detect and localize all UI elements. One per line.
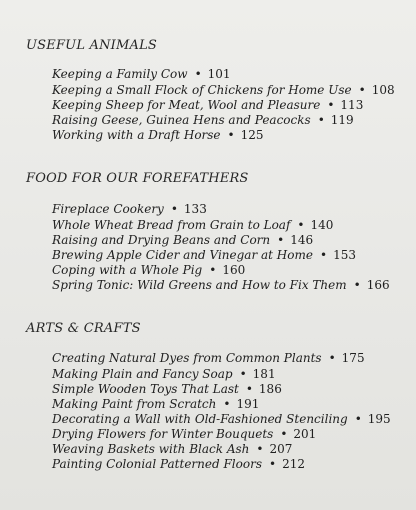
entry-title: Making Plain and Fancy Soap bbox=[52, 367, 233, 381]
entry-page: 201 bbox=[293, 427, 317, 441]
toc-entry bbox=[52, 66, 231, 82]
entry-page: 108 bbox=[371, 83, 395, 97]
toc-entry bbox=[52, 441, 292, 457]
toc-entry bbox=[52, 456, 305, 472]
separator-dot: • bbox=[328, 351, 336, 365]
toc-entry bbox=[52, 366, 276, 382]
toc-entry bbox=[52, 112, 354, 128]
toc-entry bbox=[52, 411, 391, 427]
separator-dot: • bbox=[353, 278, 361, 292]
toc-entry bbox=[52, 232, 313, 248]
entry-title: Coping with a Whole Pig bbox=[52, 263, 203, 277]
entry-title: Raising Geese, Guinea Hens and Peacocks bbox=[52, 113, 311, 127]
entry-page: 153 bbox=[333, 248, 356, 262]
separator-dot: • bbox=[170, 202, 178, 216]
entry-title: Simple Wooden Toys That Last bbox=[52, 382, 239, 396]
toc-entry bbox=[52, 82, 395, 98]
toc-entry bbox=[52, 262, 245, 278]
separator-dot: • bbox=[297, 218, 305, 232]
separator-dot: • bbox=[354, 412, 362, 426]
entry-page: 140 bbox=[310, 218, 334, 232]
entry-page: 113 bbox=[340, 98, 364, 112]
separator-dot: • bbox=[194, 67, 202, 81]
entry-page: 125 bbox=[240, 128, 264, 142]
entry-title: Whole Wheat Bread from Grain to Loaf bbox=[52, 218, 291, 232]
entry-page: 166 bbox=[366, 278, 390, 292]
entry-page: 191 bbox=[236, 397, 260, 411]
entry-title: Fireplace Cookery bbox=[52, 202, 164, 216]
separator-dot: • bbox=[358, 83, 366, 97]
separator-dot: • bbox=[227, 128, 235, 142]
entry-title: Keeping a Family Cow bbox=[52, 67, 188, 81]
toc-entry bbox=[52, 247, 356, 263]
toc-entry bbox=[52, 217, 333, 233]
entry-page: 133 bbox=[183, 202, 207, 216]
toc-entry bbox=[52, 97, 363, 113]
entry-title: Decorating a Wall with Old-Fashioned Stenciling bbox=[52, 412, 348, 426]
entry-title: Raising and Drying Beans and Corn bbox=[52, 233, 271, 247]
toc-entry bbox=[52, 426, 316, 442]
separator-dot: • bbox=[277, 233, 285, 247]
entry-title: Keeping a Small Flock of Chickens for Home Use bbox=[52, 83, 352, 97]
toc-entry bbox=[52, 350, 365, 366]
separator-dot: • bbox=[239, 367, 247, 381]
entry-page: 207 bbox=[269, 442, 293, 456]
separator-dot: • bbox=[280, 427, 288, 441]
toc-entry bbox=[52, 381, 282, 397]
entry-title: Weaving Baskets with Black Ash bbox=[52, 442, 250, 456]
entry-title: Keeping Sheep for Meat, Wool and Pleasure bbox=[52, 98, 321, 112]
entry-title: Brewing Apple Cider and Vinegar at Home bbox=[52, 248, 313, 262]
separator-dot: • bbox=[317, 113, 325, 127]
separator-dot: • bbox=[245, 382, 253, 396]
separator-dot: • bbox=[223, 397, 231, 411]
section-heading-useful-animals: USEFUL ANIMALS bbox=[26, 38, 158, 53]
entry-page: 212 bbox=[282, 457, 305, 471]
section-heading-food: FOOD FOR OUR FOREFATHERS bbox=[26, 171, 249, 186]
separator-dot: • bbox=[269, 457, 277, 471]
entry-page: 101 bbox=[207, 67, 231, 81]
separator-dot: • bbox=[319, 248, 328, 262]
entry-page: 195 bbox=[367, 412, 391, 426]
entry-title: Drying Flowers for Winter Bouquets bbox=[52, 427, 274, 441]
entry-page: 175 bbox=[341, 351, 365, 365]
entry-title: Painting Colonial Patterned Floors bbox=[52, 457, 262, 471]
toc-entry bbox=[52, 396, 259, 412]
toc-entry bbox=[52, 127, 264, 143]
separator-dot: • bbox=[209, 263, 217, 277]
entry-title: Working with a Draft Horse bbox=[52, 128, 221, 142]
entry-title: Making Paint from Scratch bbox=[52, 397, 217, 411]
entry-page: 181 bbox=[252, 367, 276, 381]
toc-entry bbox=[52, 201, 207, 217]
entry-title: Creating Natural Dyes from Common Plants bbox=[52, 351, 322, 365]
separator-dot: • bbox=[256, 442, 264, 456]
section-heading-arts-crafts: ARTS & CRAFTS bbox=[26, 321, 141, 336]
entry-title: Spring Tonic: Wild Greens and How to Fix Them bbox=[52, 278, 347, 292]
entry-page: 160 bbox=[222, 263, 246, 277]
entry-page: 146 bbox=[290, 233, 314, 247]
toc-entry bbox=[52, 277, 390, 293]
separator-dot: • bbox=[327, 98, 335, 112]
entry-page: 119 bbox=[330, 113, 354, 127]
entry-page: 186 bbox=[258, 382, 282, 396]
